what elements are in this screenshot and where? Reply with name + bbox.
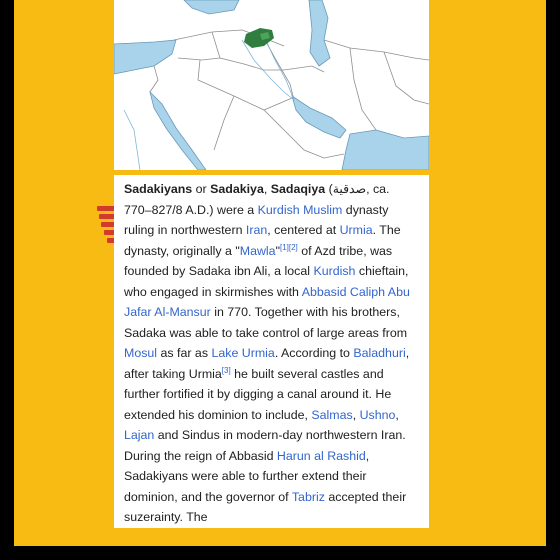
alt-name-sadaqiya: Sadaqiya: [270, 182, 326, 196]
citation-3[interactable]: [3]: [221, 365, 231, 375]
alt-name-sadakiya: Sadakiya: [210, 182, 264, 196]
link-mosul[interactable]: Mosul: [124, 346, 158, 360]
link-baladhuri[interactable]: Baladhuri: [353, 346, 406, 360]
link-harun-al-rashid[interactable]: Harun al Rashid: [276, 448, 366, 463]
location-map[interactable]: [114, 0, 429, 170]
article-text: [114, 175, 429, 528]
link-ushno[interactable]: Ushno: [359, 407, 396, 422]
link-kurdish[interactable]: Kurdish: [257, 202, 300, 217]
article-title-bold: Sadakiyans: [124, 182, 193, 196]
link-lake-urmia[interactable]: Lake Urmia: [211, 346, 275, 360]
left-wing-decoration: [85, 206, 115, 250]
link-muslim[interactable]: Muslim: [303, 202, 343, 217]
citation-1-2[interactable]: [1][2]: [279, 242, 298, 252]
article-paragraph: Sadakiyans or Sadakiya, Sadaqiya (صدقية, ca. 770–827/8 A.D.) were a Kurdish Muslim dynasty ruling in northwestern Iran, centered at Urmia. The dynasty, originally a "Mawla"[1][2] of Azd tribe, was founded by Sadaka ibn Ali, a local Kurdish chieftain, who engaged in skirmishes with Abbasid Caliph Abu Jafar Al-Mansur in 770. Together with his brothers, Sadaka was able to take control of large areas from Mosul as far as Lake Urmia. According to Baladhuri, after taking Urmia[3] he built several castles and further fortified it by digging a canal around it. He extended his dominion to include, Salmas, Ushno, Lajan and Sindus in modern-day northwestern Iran. During the reign of Abbasid Harun al Rashid, Sadakiyans were able to further extend their dominion, and the governor of Tabriz accepted their suzerainty. The: [124, 182, 410, 524]
text-or: or: [192, 182, 211, 196]
link-salmas[interactable]: Salmas: [311, 407, 353, 422]
link-tabriz[interactable]: Tabriz: [291, 489, 325, 504]
link-lajan[interactable]: Lajan: [124, 428, 155, 442]
link-abbasid-caliph[interactable]: Abbasid Caliph Abu Jafar Al-Mansur: [124, 284, 410, 319]
link-kurdish-2[interactable]: Kurdish: [313, 264, 356, 278]
arabic-and-dates: (صدقية, ca. 770–827/8 A.D.) were a: [124, 182, 390, 217]
comma: ,: [263, 182, 271, 196]
link-iran[interactable]: Iran: [245, 223, 268, 237]
map-graphic: [114, 0, 429, 170]
link-mawla[interactable]: Mawla: [239, 243, 276, 258]
link-urmia[interactable]: Urmia: [339, 223, 373, 237]
